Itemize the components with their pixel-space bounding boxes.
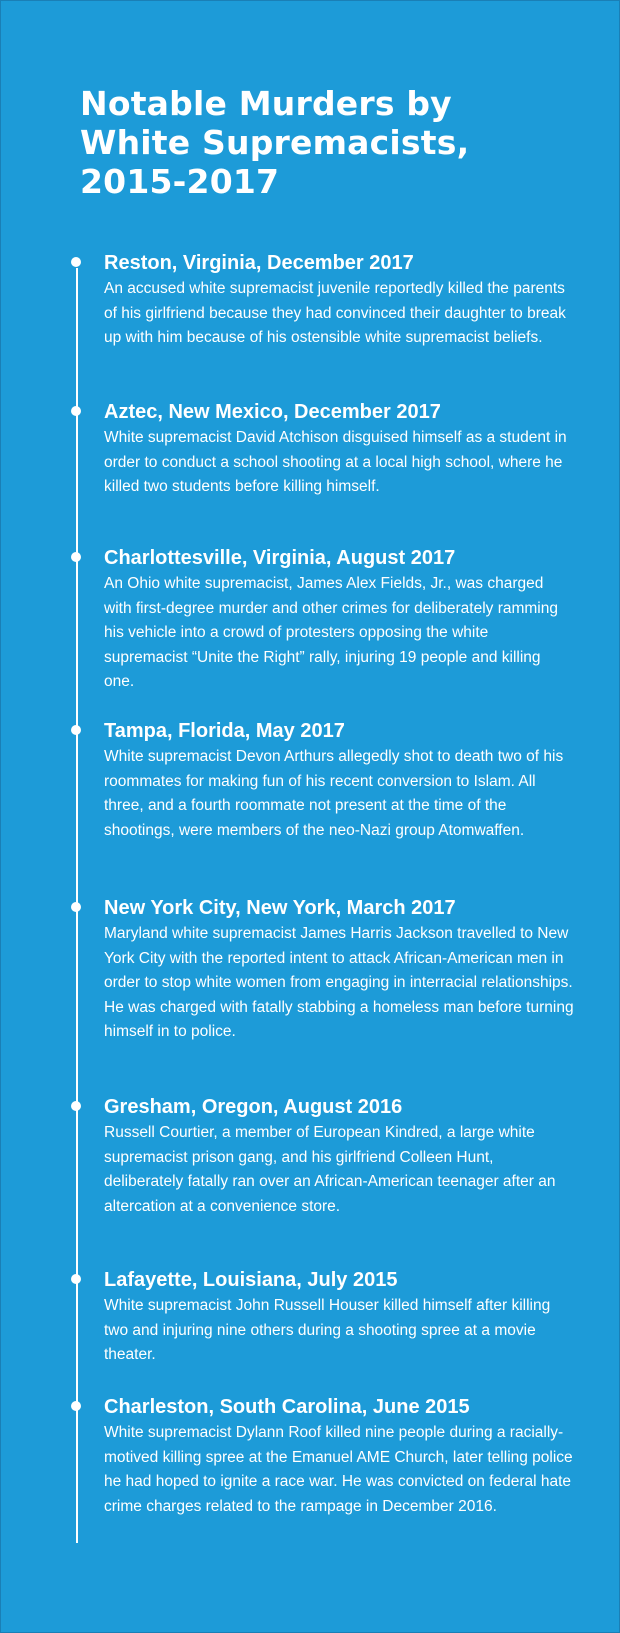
entry-heading: Aztec, New Mexico, December 2017	[104, 401, 441, 423]
entry-description: An accused white supremacist juvenile reportedly killed the parents of his girlfriend because they had convinced their daughter to break up with him because of his ostensible white supremacist beliefs.	[104, 280, 566, 346]
entry-heading: Tampa, Florida, May 2017	[104, 720, 345, 742]
timeline-entry	[104, 719, 574, 843]
timeline-dot-icon	[71, 725, 81, 735]
timeline-entry	[104, 1095, 574, 1219]
entry-description: White supremacist Dylann Roof killed nine people during a racially-motived killing spree at the Emanuel AME Church, later telling police he had hoped to ignite a race war. He was convicted on federal hate crime charges related to the rampage in December 2016.	[104, 1424, 573, 1515]
timeline-entry	[104, 1395, 574, 1519]
timeline-dot-icon	[71, 1401, 81, 1411]
entry-description: Russell Courtier, a member of European Kindred, a large white supremacist prison gang, and his girlfriend Colleen Hunt, deliberately fatally ran over an African-American teenager after an altercation at a convenience store.	[104, 1124, 556, 1215]
timeline-dot-icon	[71, 1101, 81, 1111]
entry-description: An Ohio white supremacist, James Alex Fields, Jr., was charged with first-degree murder and other crimes for deliberately ramming his vehicle into a crowd of protesters opposing the white supremacist “Unite the Right” rally, injuring 19 people and killing one.	[104, 575, 558, 690]
timeline-entry	[104, 896, 574, 1045]
entry-description: White supremacist John Russell Houser killed himself after killing two and injuring nine others during a shooting spree at a movie theater.	[104, 1297, 551, 1363]
timeline-entry	[104, 546, 574, 695]
timeline-dot-icon	[71, 902, 81, 912]
entry-heading: New York City, New York, March 2017	[104, 897, 456, 919]
timeline-entry	[104, 400, 574, 500]
entry-heading: Reston, Virginia, December 2017	[104, 252, 414, 274]
entry-heading: Lafayette, Louisiana, July 2015	[104, 1269, 398, 1291]
timeline-dot-icon	[71, 406, 81, 416]
page-title: Notable Murders by White Supremacists, 2015-2017	[80, 84, 470, 201]
entry-description: White supremacist David Atchison disguised himself as a student in order to conduct a school shooting at a local high school, where he killed two students before killing himself.	[104, 429, 567, 495]
timeline-dot-icon	[71, 1274, 81, 1284]
entry-heading: Gresham, Oregon, August 2016	[104, 1096, 403, 1118]
timeline-entry	[104, 1268, 574, 1368]
entry-heading: Charlottesville, Virginia, August 2017	[104, 547, 456, 569]
entry-heading: Charleston, South Carolina, June 2015	[104, 1396, 470, 1418]
timeline-dot-icon	[71, 552, 81, 562]
timeline-entry	[104, 251, 574, 351]
timeline-dot-icon	[71, 257, 81, 267]
entry-description: Maryland white supremacist James Harris Jackson travelled to New York City with the reported intent to attack African-American men in order to stop white women from engaging in interracial relationships. He was charged with fatally stabbing a homeless man before turning himself in to police.	[104, 925, 574, 1040]
entry-description: White supremacist Devon Arthurs allegedly shot to death two of his roommates for making fun of his recent conversion to Islam. All three, and a fourth roommate not present at the time of the shootings, were members of the neo-Nazi group Atomwaffen.	[104, 748, 564, 839]
